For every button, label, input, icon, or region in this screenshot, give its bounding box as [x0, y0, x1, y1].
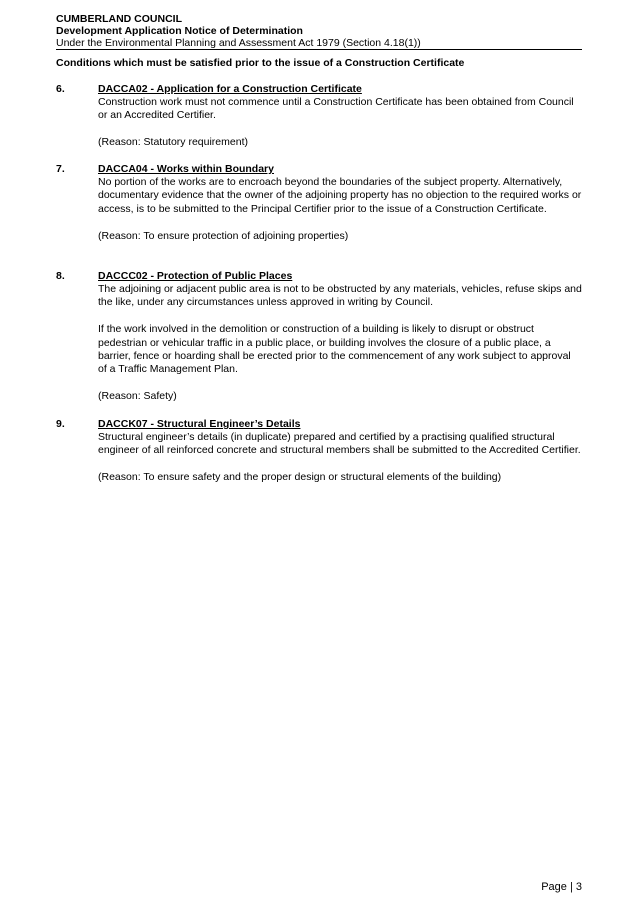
condition-text: The adjoining or adjacent public area is not to be obstructed by any materials, vehicles, refuse skips and the like, under any circumstances unless approved in writing by Council.	[98, 283, 582, 309]
page-number: Page | 3	[541, 881, 582, 893]
act-reference: Under the Environmental Planning and Assessment Act 1979 (Section 4.18(1))	[56, 37, 421, 49]
condition-text: No portion of the works are to encroach beyond the boundaries of the subject property. Alternatively, documentary evidence that the owner of the adjoining property has no objection to the required works or access, is to be submitted to the Principal Certifier prior to the issue of a Construction Certificate.	[98, 176, 582, 215]
condition-number: 7.	[56, 163, 65, 175]
header-divider	[56, 49, 582, 50]
condition-reason: (Reason: To ensure safety and the proper design or structural elements of the building)	[98, 471, 502, 484]
condition-text: Structural engineer’s details (in duplicate) prepared and certified by a practising qualified structural engineer of all reinforced concrete and structural members shall be submitted to the Accredited Certifier.	[98, 431, 581, 457]
condition-title: DACCC02 - Protection of Public Places	[98, 270, 293, 282]
condition-reason: (Reason: To ensure protection of adjoining properties)	[98, 229, 349, 242]
condition-title: DACCA02 - Application for a Construction Certificate	[98, 83, 362, 95]
condition-text: If the work involved in the demolition or construction of a building is likely to disrupt or obstruct pedestrian or vehicular traffic in a public place, or building involves the closure of a public place, a barrier, fence or hoarding shall be erected prior to the commencement of any work subject to approval of a Traffic Management Plan.	[98, 323, 571, 376]
condition-number: 9.	[56, 418, 65, 430]
condition-number: 6.	[56, 83, 65, 95]
condition-reason: (Reason: Safety)	[98, 390, 177, 403]
document-title: Development Application Notice of Determination	[56, 25, 303, 37]
condition-title: DACCA04 - Works within Boundary	[98, 163, 274, 175]
council-name: CUMBERLAND COUNCIL	[56, 13, 182, 25]
section-title: Conditions which must be satisfied prior to the issue of a Construction Certificate	[56, 57, 465, 69]
document-header	[56, 13, 582, 49]
condition-text: Construction work must not commence until a Construction Certificate has been obtained from Council or an Accredited Certifier.	[98, 96, 574, 122]
condition-number: 8.	[56, 270, 65, 282]
condition-title: DACCK07 - Structural Engineer’s Details	[98, 418, 301, 430]
condition-reason: (Reason: Statutory requirement)	[98, 136, 248, 149]
